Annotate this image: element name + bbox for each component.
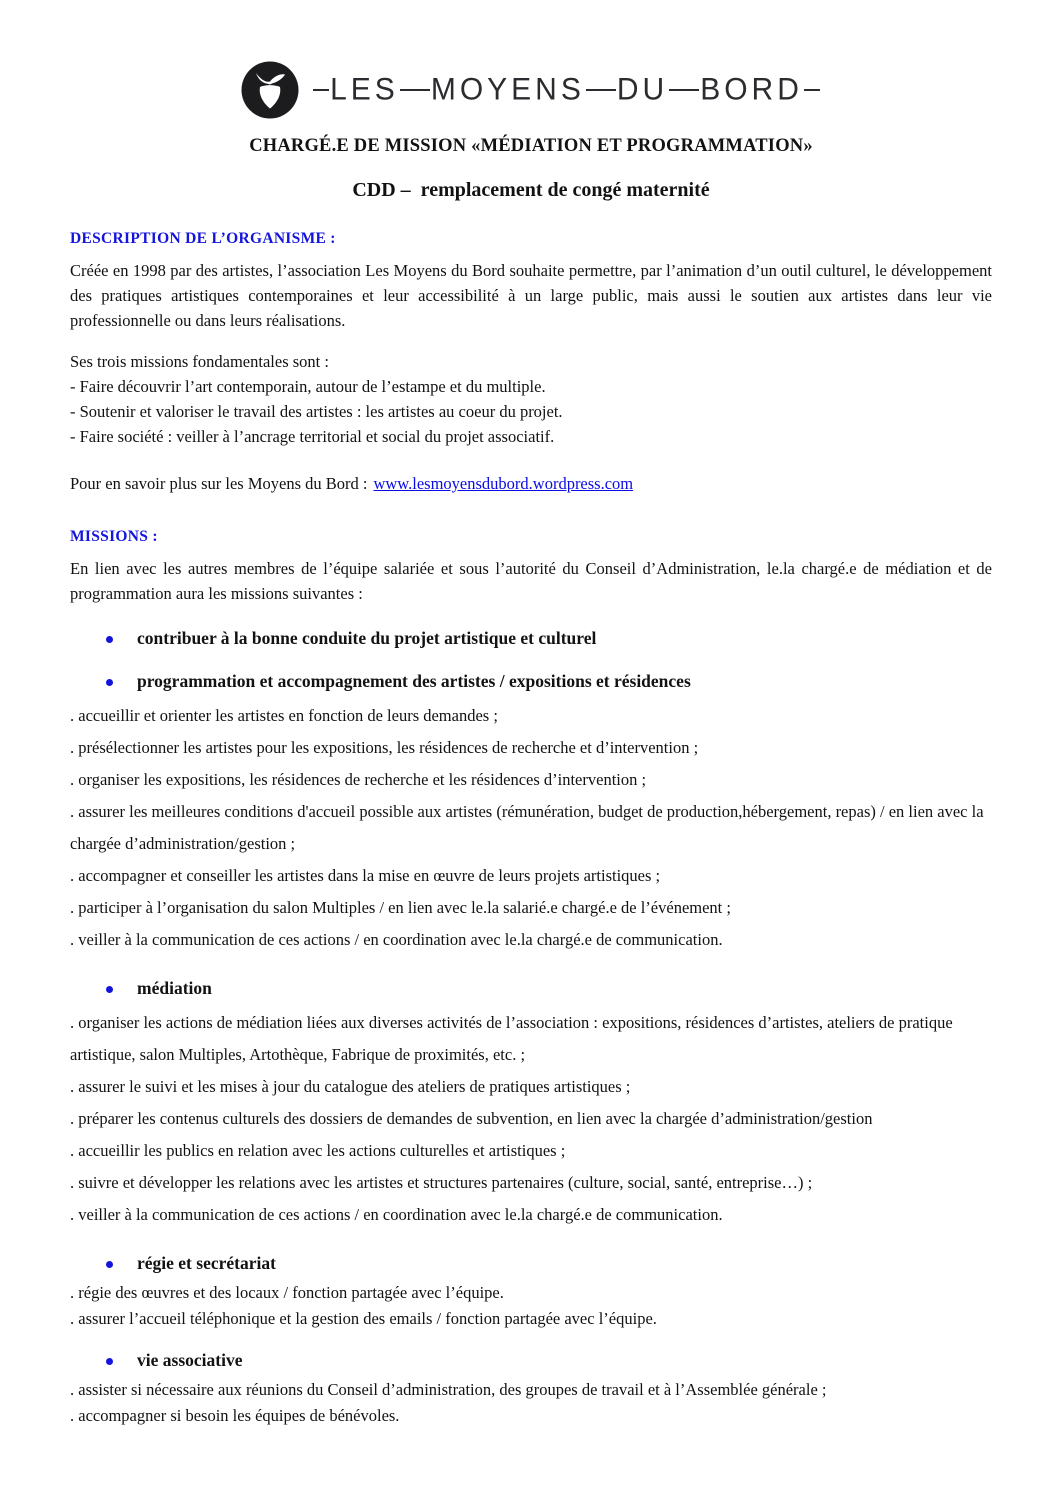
trowel-logo-icon xyxy=(241,61,299,119)
fundamental-missions-block xyxy=(70,349,992,449)
fundamental-missions-lead: Ses trois missions fondamentales sont : xyxy=(70,352,329,371)
logo-word: LES xyxy=(330,72,399,107)
bullet-label: médiation xyxy=(137,978,212,998)
bullet-heading xyxy=(70,1253,992,1274)
mission-item: . veiller à la communication de ces actions / en coordination avec le.la chargé.e de communication. xyxy=(70,930,723,949)
mission-item: . suivre et développer les relations avec les artistes et structures partenaires (culture, social, santé, entreprise…) ; xyxy=(70,1173,813,1192)
mission-item: . organiser les actions de médiation liées aux diverses activités de l’association : expositions, résidences d’artistes, ateliers de pratique artistique, salon Multiples, Artothèque, Fabrique de proximités, etc. ; xyxy=(70,1013,953,1064)
more-info-label: Pour en savoir plus sur les Moyens du Bord : xyxy=(70,474,368,493)
mission-item: . accompagner si besoin les équipes de bénévoles. xyxy=(70,1406,400,1425)
missions-heading: MISSIONS : xyxy=(70,528,158,545)
mission-item: . veiller à la communication de ces actions / en coordination avec le.la chargé.e de communication. xyxy=(70,1205,723,1224)
bullet-icon xyxy=(106,636,113,643)
mission-items xyxy=(70,1377,992,1429)
section-missions xyxy=(70,528,992,1429)
bullet-heading xyxy=(70,978,992,999)
fundamental-mission-line: - Faire société : veiller à l’ancrage territorial et social du projet associatif. xyxy=(70,427,555,446)
website-link[interactable]: www.lesmoyensdubord.wordpress.com xyxy=(373,474,634,493)
bullet-label: vie associative xyxy=(137,1350,243,1370)
logo-dash xyxy=(586,89,616,91)
fundamental-mission-line: - Soutenir et valoriser le travail des artistes : les artistes au coeur du projet. xyxy=(70,402,563,421)
mission-item: . assurer le suivi et les mises à jour du catalogue des ateliers de pratiques artistiques ; xyxy=(70,1077,631,1096)
missions-intro-paragraph: En lien avec les autres membres de l’équipe salariée et sous l’autorité du Conseil d’Administration, le.la chargé.e de médiation et de programmation aura les missions suivantes : xyxy=(70,559,992,603)
mission-group-projet xyxy=(70,628,992,649)
fundamental-mission-line: - Faire découvrir l’art contemporain, autour de l’estampe et du multiple. xyxy=(70,377,546,396)
organisme-intro-paragraph: Créée en 1998 par des artistes, l’association Les Moyens du Bord souhaite permettre, par l’animation d’un outil culturel, le développement des pratiques artistiques contemporaines et leur accessibilité à un large public, mais aussi le soutien aux artistes dans leur vie professionnelle ou dans leurs réalisations. xyxy=(70,261,992,330)
mission-item: . présélectionner les artistes pour les expositions, les résidences de recherche et d’intervention ; xyxy=(70,738,699,757)
bullet-label: contribuer à la bonne conduite du projet artistique et culturel xyxy=(137,628,597,648)
mission-group-programmation xyxy=(70,671,992,956)
mission-item: . assister si nécessaire aux réunions du Conseil d’administration, des groupes de travail et à l’Assemblée générale ; xyxy=(70,1380,827,1399)
mission-item: . assurer l’accueil téléphonique et la gestion des emails / fonction partagée avec l’équipe. xyxy=(70,1309,657,1328)
more-info-line xyxy=(70,471,992,496)
mission-group-regie xyxy=(70,1253,992,1332)
bullet-heading xyxy=(70,1350,992,1371)
page-title: CHARGÉ.E DE MISSION «MÉDIATION ET PROGRAMMATION» xyxy=(249,136,813,156)
bullet-heading xyxy=(70,628,992,649)
logo-wordmark xyxy=(312,73,821,107)
mission-item: . accueillir les publics en relation avec les actions culturelles et artistiques ; xyxy=(70,1141,566,1160)
logo-dash xyxy=(313,89,329,91)
mission-item: . participer à l’organisation du salon Multiples / en lien avec le.la salarié.e chargé.e de l’événement ; xyxy=(70,898,731,917)
mission-item: . accompagner et conseiller les artistes dans la mise en œuvre de leurs projets artistiques ; xyxy=(70,866,661,885)
mission-group-mediation xyxy=(70,978,992,1231)
fundamental-missions-list xyxy=(70,374,992,449)
mission-items xyxy=(70,700,992,956)
logo-word: DU xyxy=(616,72,669,107)
bullet-icon xyxy=(106,1358,113,1365)
mission-item: . préparer les contenus culturels des dossiers de demandes de subvention, en lien avec la chargée d’administration/gestion xyxy=(70,1109,873,1128)
logo-word: BORD xyxy=(700,72,803,107)
section-description xyxy=(70,230,992,496)
bullet-icon xyxy=(106,679,113,686)
bullet-icon xyxy=(106,986,113,993)
logo-dash xyxy=(804,89,820,91)
page-subtitle: CDD – remplacement de congé maternité xyxy=(352,179,710,201)
bullet-icon xyxy=(106,1261,113,1268)
bullet-heading xyxy=(70,671,992,692)
mission-item: . assurer les meilleures conditions d'accueil possible aux artistes (rémunération, budget de production,hébergement, repas) / en lien avec la chargée d’administration/gestion ; xyxy=(70,802,984,853)
logo-dash xyxy=(400,89,430,91)
bullet-label: régie et secrétariat xyxy=(137,1253,276,1273)
bullet-label: programmation et accompagnement des artistes / expositions et résidences xyxy=(137,671,691,691)
mission-items xyxy=(70,1007,992,1231)
mission-item: . régie des œuvres et des locaux / fonction partagée avec l’équipe. xyxy=(70,1283,504,1302)
mission-group-vie-associative xyxy=(70,1350,992,1429)
mission-item: . accueillir et orienter les artistes en fonction de leurs demandes ; xyxy=(70,706,498,725)
logo-dash xyxy=(669,89,699,91)
document-header xyxy=(70,60,992,202)
mission-item: . organiser les expositions, les résidences de recherche et les résidences d’intervention ; xyxy=(70,770,647,789)
mission-items xyxy=(70,1280,992,1332)
description-heading: DESCRIPTION DE L’ORGANISME : xyxy=(70,230,336,247)
logo-word: MOYENS xyxy=(430,72,585,107)
logo xyxy=(70,60,992,120)
